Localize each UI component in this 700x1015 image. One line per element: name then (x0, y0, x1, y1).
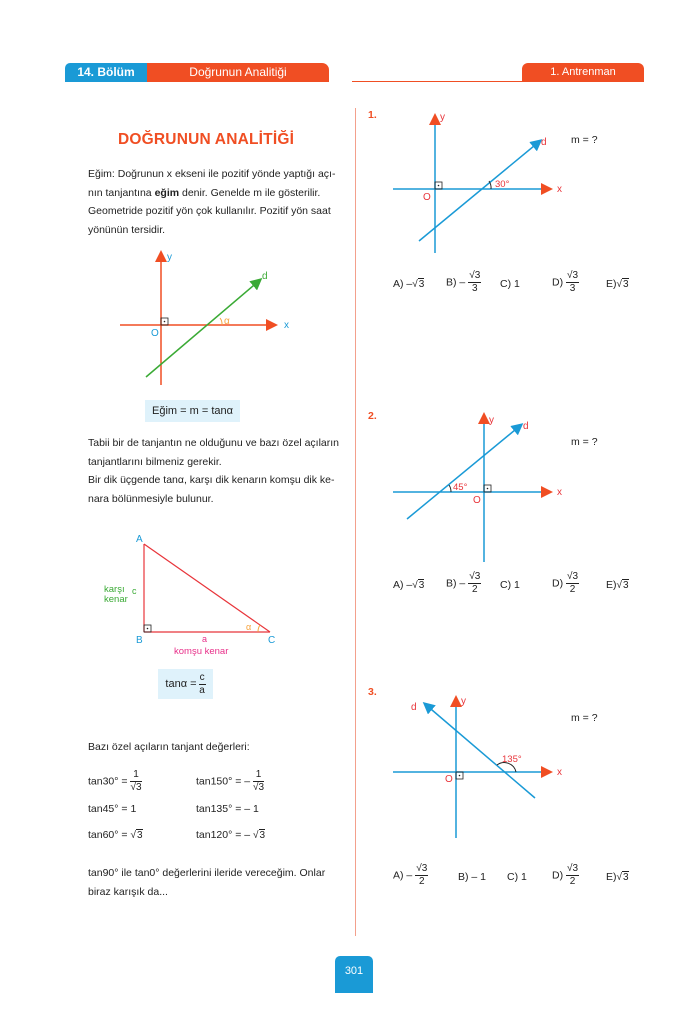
q1-x-label: x (557, 184, 562, 195)
angle-arc (220, 318, 222, 325)
question-2-number: 2. (368, 410, 377, 422)
triangle-hypotenuse (144, 544, 270, 632)
tan150-value: tan150° = – $\frac{1}{√3}$ (196, 769, 265, 793)
q2-choice-b[interactable]: B) – $\frac{√3}{2}$ (446, 571, 481, 595)
q2-choice-a[interactable]: A) –√3 (393, 579, 425, 591)
line-d (146, 280, 260, 377)
q1-choice-d[interactable]: D) $\frac{√3}{3}$ (552, 270, 579, 294)
q1-angle-label: 30° (495, 179, 510, 190)
slope-diagram (110, 245, 310, 390)
opposite-side-label-1: karşı (104, 584, 125, 595)
fig1-x-label: x (284, 320, 289, 331)
chapter-title: Doğrunun Analitiği (147, 63, 329, 82)
slope-formula-box (145, 400, 240, 422)
question-3-number: 3. (368, 686, 377, 698)
intro-paragraph (88, 165, 341, 239)
intro-line-4: yönünün tersidir. (88, 223, 166, 236)
q3-choice-b[interactable]: B) – 1 (458, 871, 487, 883)
vertex-b-label: B (136, 635, 143, 646)
q1-y-label: y (440, 112, 445, 123)
q3-choice-c[interactable]: C) 1 (507, 871, 527, 883)
q3-d-label: d (411, 702, 417, 713)
q3-choice-e[interactable]: E)√3 (606, 871, 629, 883)
tan-formula-lhs: tanα = (165, 678, 197, 690)
triangle-alpha-label: α (246, 622, 252, 632)
q2-origin-label: O (473, 495, 481, 506)
q2-choice-e[interactable]: E)√3 (606, 579, 629, 591)
tan60-value: tan60° = √3 (88, 829, 143, 841)
question-1-number: 1. (368, 109, 377, 121)
para2-line-2: tanjantlarını bilmeniz gerekir. (88, 455, 222, 468)
q2-line-d (407, 425, 521, 519)
fig1-alpha-label: α (224, 316, 230, 327)
q3-origin-label: O (445, 774, 453, 785)
intro-line-3: Geometride pozitif yön çok kullanılır. Pozitif yön saat (88, 205, 331, 217)
question-2-prompt: m = ? (571, 436, 598, 448)
q1-choice-c[interactable]: C) 1 (500, 278, 520, 290)
practice-tab: 1. Antrenman (522, 63, 644, 82)
closing-line-1: tan90° ile tan0° değerlerini ileride vereceğim. Onlar (88, 867, 326, 879)
side-c-label: c (132, 586, 137, 596)
column-divider (355, 108, 356, 936)
q1-choice-b[interactable]: B) – $\frac{√3}{3}$ (446, 270, 481, 294)
q1-choice-a[interactable]: A) –√3 (393, 278, 425, 290)
q3-y-label: y (461, 696, 466, 707)
q2-choice-d[interactable]: D) $\frac{√3}{2}$ (552, 571, 579, 595)
tan120-value: tan120° = – √3 (196, 829, 266, 841)
para2-line-4: nara bölünmesiyle bulunur. (88, 492, 214, 505)
q3-x-label: x (557, 767, 562, 778)
question-2-diagram (385, 410, 570, 565)
q2-x-label: x (557, 487, 562, 498)
fig1-y-label: y (167, 252, 172, 263)
page-title: DOĞRUNUN ANALİTİĞİ (118, 131, 295, 148)
tangent-paragraph (88, 434, 341, 508)
q2-angle-label: 45° (453, 482, 468, 493)
opposite-side-label-2: kenar (104, 594, 128, 605)
intro-line-1: Eğim: Doğrunun x ekseni ile pozitif yönde yaptığı açı- (88, 168, 336, 180)
q3-choice-d[interactable]: D) $\frac{√3}{2}$ (552, 863, 579, 887)
q2-d-label: d (523, 421, 529, 432)
triangle-angle-arc (258, 625, 260, 632)
vertex-a-label: A (136, 534, 143, 545)
question-1-diagram (385, 108, 570, 258)
question-3-prompt: m = ? (571, 712, 598, 724)
q3-choice-a[interactable]: A) – $\frac{√3}{2}$ (393, 863, 428, 887)
closing-paragraph (88, 864, 341, 901)
tan30-value: tan30° = $\frac{1}{√3}$ (88, 769, 142, 793)
tan45-value: tan45° = 1 (88, 803, 137, 815)
q1-origin-label: O (423, 192, 431, 203)
q2-angle-arc (449, 485, 451, 492)
q1-line-d (419, 141, 540, 241)
q1-d-label: d (541, 137, 547, 148)
closing-line-2: biraz karışık da... (88, 885, 168, 898)
para2-line-1: Tabii bir de tanjantın ne olduğunu ve bazı özel açıların (88, 437, 340, 449)
right-triangle-diagram (100, 530, 290, 660)
question-3-diagram (385, 690, 570, 840)
vertex-c-label: C (268, 635, 276, 646)
q3-angle-label: 135° (502, 754, 522, 765)
q2-y-label: y (489, 415, 494, 426)
adjacent-side-label: komşu kenar (174, 646, 229, 657)
tan-formula-box (158, 669, 213, 699)
egim-term: eğim (154, 186, 180, 199)
side-a-label: a (202, 634, 208, 644)
tan135-value: tan135° = – 1 (196, 803, 259, 815)
q2-choice-c[interactable]: C) 1 (500, 579, 520, 591)
page-number: 301 (335, 956, 373, 993)
chapter-tab: 14. Bölüm (65, 63, 147, 82)
fig1-origin-label: O (151, 328, 159, 339)
special-values-title: Bazı özel açıların tanjant değerleri: (88, 741, 250, 753)
slope-formula: Eğim = m = tanα (152, 405, 233, 417)
question-1-prompt: m = ? (571, 134, 598, 146)
tan-formula-fraction: $\frac{c}{a}$ (199, 671, 205, 696)
q3-line-d (425, 704, 535, 798)
fig1-d-label: d (262, 271, 268, 282)
intro-line-2: nın tanjantına eğim denir. Genelde m ile gösterilir. (88, 186, 321, 199)
q1-choice-e[interactable]: E)√3 (606, 278, 629, 290)
para2-line-3: Bir dik üçgende tanα, karşı dik kenarın komşu dik ke- (88, 474, 335, 486)
